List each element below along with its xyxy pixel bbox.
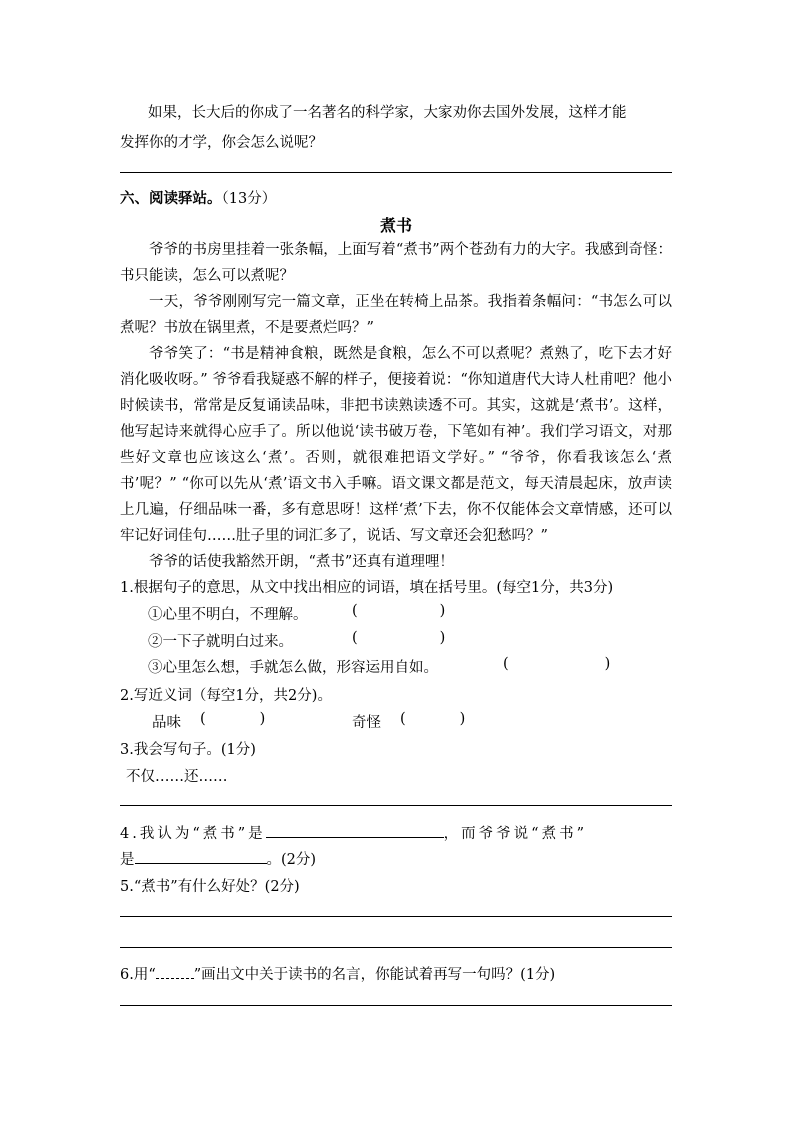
q1-item-3: ③心里怎么想，手就怎么做，形容运用自如。 [148,660,438,676]
answer-line-q3[interactable] [120,805,672,806]
q4-line-2: 是 。(2分) [120,848,316,869]
q1-item-2: ②一下子就明白过来。 [148,634,293,650]
section-heading [120,187,276,208]
passage-paragraph-3: 爷爷笑了：“书是精神食粮，既然是食粮，怎么不可以煮呢？煮熟了，吃下去才好消化吸收呀。” 爷爷看我疑惑不解的样子，便接着说：“你知道唐代大诗人杜甫吧？他小时候读书，常常是反复诵读品味，非把书读熟读透不可。其实，这就是‘煮书’。这样，他写起诗来就得心应手了。所以他说‘读书破万卷，下笔如有神’。我们学习语文，对那些好文章也应该这么‘煮’。否则，就很难把语文学好。” “爷爷，你看我该怎么‘煮书’呢？” “你可以先从‘煮’语文书入手嘛。语文课文都是范文，每天清晨起床，放声读上几遍，仔细品味一番，多有意思呀！这样‘煮’下去，你不仅能体会文章情感，还可以牢记好词佳句……肚子里的词汇多了，说话、写文章还会犯愁吗？” [120,346,672,544]
answer-line-q6[interactable] [120,1005,672,1006]
q4-blank-1[interactable] [266,823,444,838]
answer-line-intro [120,172,672,173]
passage-paragraph-1: 爷爷的书房里挂着一张条幅，上面写着“煮书”两个苍劲有力的大字。我感到奇怪：书只能读，怎么可以煮呢？ [120,242,672,284]
wavy-underline-mark [156,966,194,979]
q6-prompt: 6.用“ ”画出文中关于读书的名言，你能试着再写一句吗？(1分) [120,967,556,983]
q2-word-2: 奇怪 [352,715,381,731]
q1-answer-2[interactable]: ( ) [352,630,446,646]
section-title: 六、阅读驿站。 [120,190,222,207]
q2-word-1: 品味 [152,715,181,731]
intro-line-1: 如果，长大后的你成了一名著名的科学家，大家劝你去国外发展，这样才能 [148,105,627,121]
q1-item-1: ①心里不明白，不理解。 [148,607,308,623]
q1-prompt: 1.根据句子的意思，从文中找出相应的词语，填在括号里。(每空1分，共3分) [120,580,614,596]
q1-answer-3[interactable]: ( ) [503,656,611,672]
passage-paragraph-4: 爷爷的话使我豁然开朗，“煮书”还真有道理哩！ [149,554,454,570]
section-points: （13分） [221,191,277,207]
q3-prompt: 3.我会写句子。(1分) [120,742,256,758]
intro-line-2: 发挥你的才学，你会怎么说呢？ [120,135,323,151]
q3-pattern: 不仅……还…… [126,769,228,785]
answer-line-q5-1[interactable] [120,916,672,917]
answer-line-q5-2[interactable] [120,947,672,948]
q5-prompt: 5.“煮书”有什么好处？(2分) [120,879,300,895]
passage-title: 煮书 [379,216,412,235]
q2-answer-2[interactable]: ( ) [400,711,466,727]
q2-prompt: 2.写近义词（每空1分，共2分)。 [120,688,332,704]
q1-answer-1[interactable]: ( ) [352,603,446,619]
q4-line-1: 4.我认为“煮书”是 ，而爷爷说“煮书” [120,822,672,843]
q2-answer-1[interactable]: ( ) [200,711,266,727]
passage-paragraph-2: 一天，爷爷刚刚写完一篇文章，正坐在转椅上品茶。我指着条幅问：“书怎么可以煮呢？书放在锅里煮，不是要煮烂吗？” [120,294,672,336]
q4-blank-2[interactable] [135,849,267,864]
